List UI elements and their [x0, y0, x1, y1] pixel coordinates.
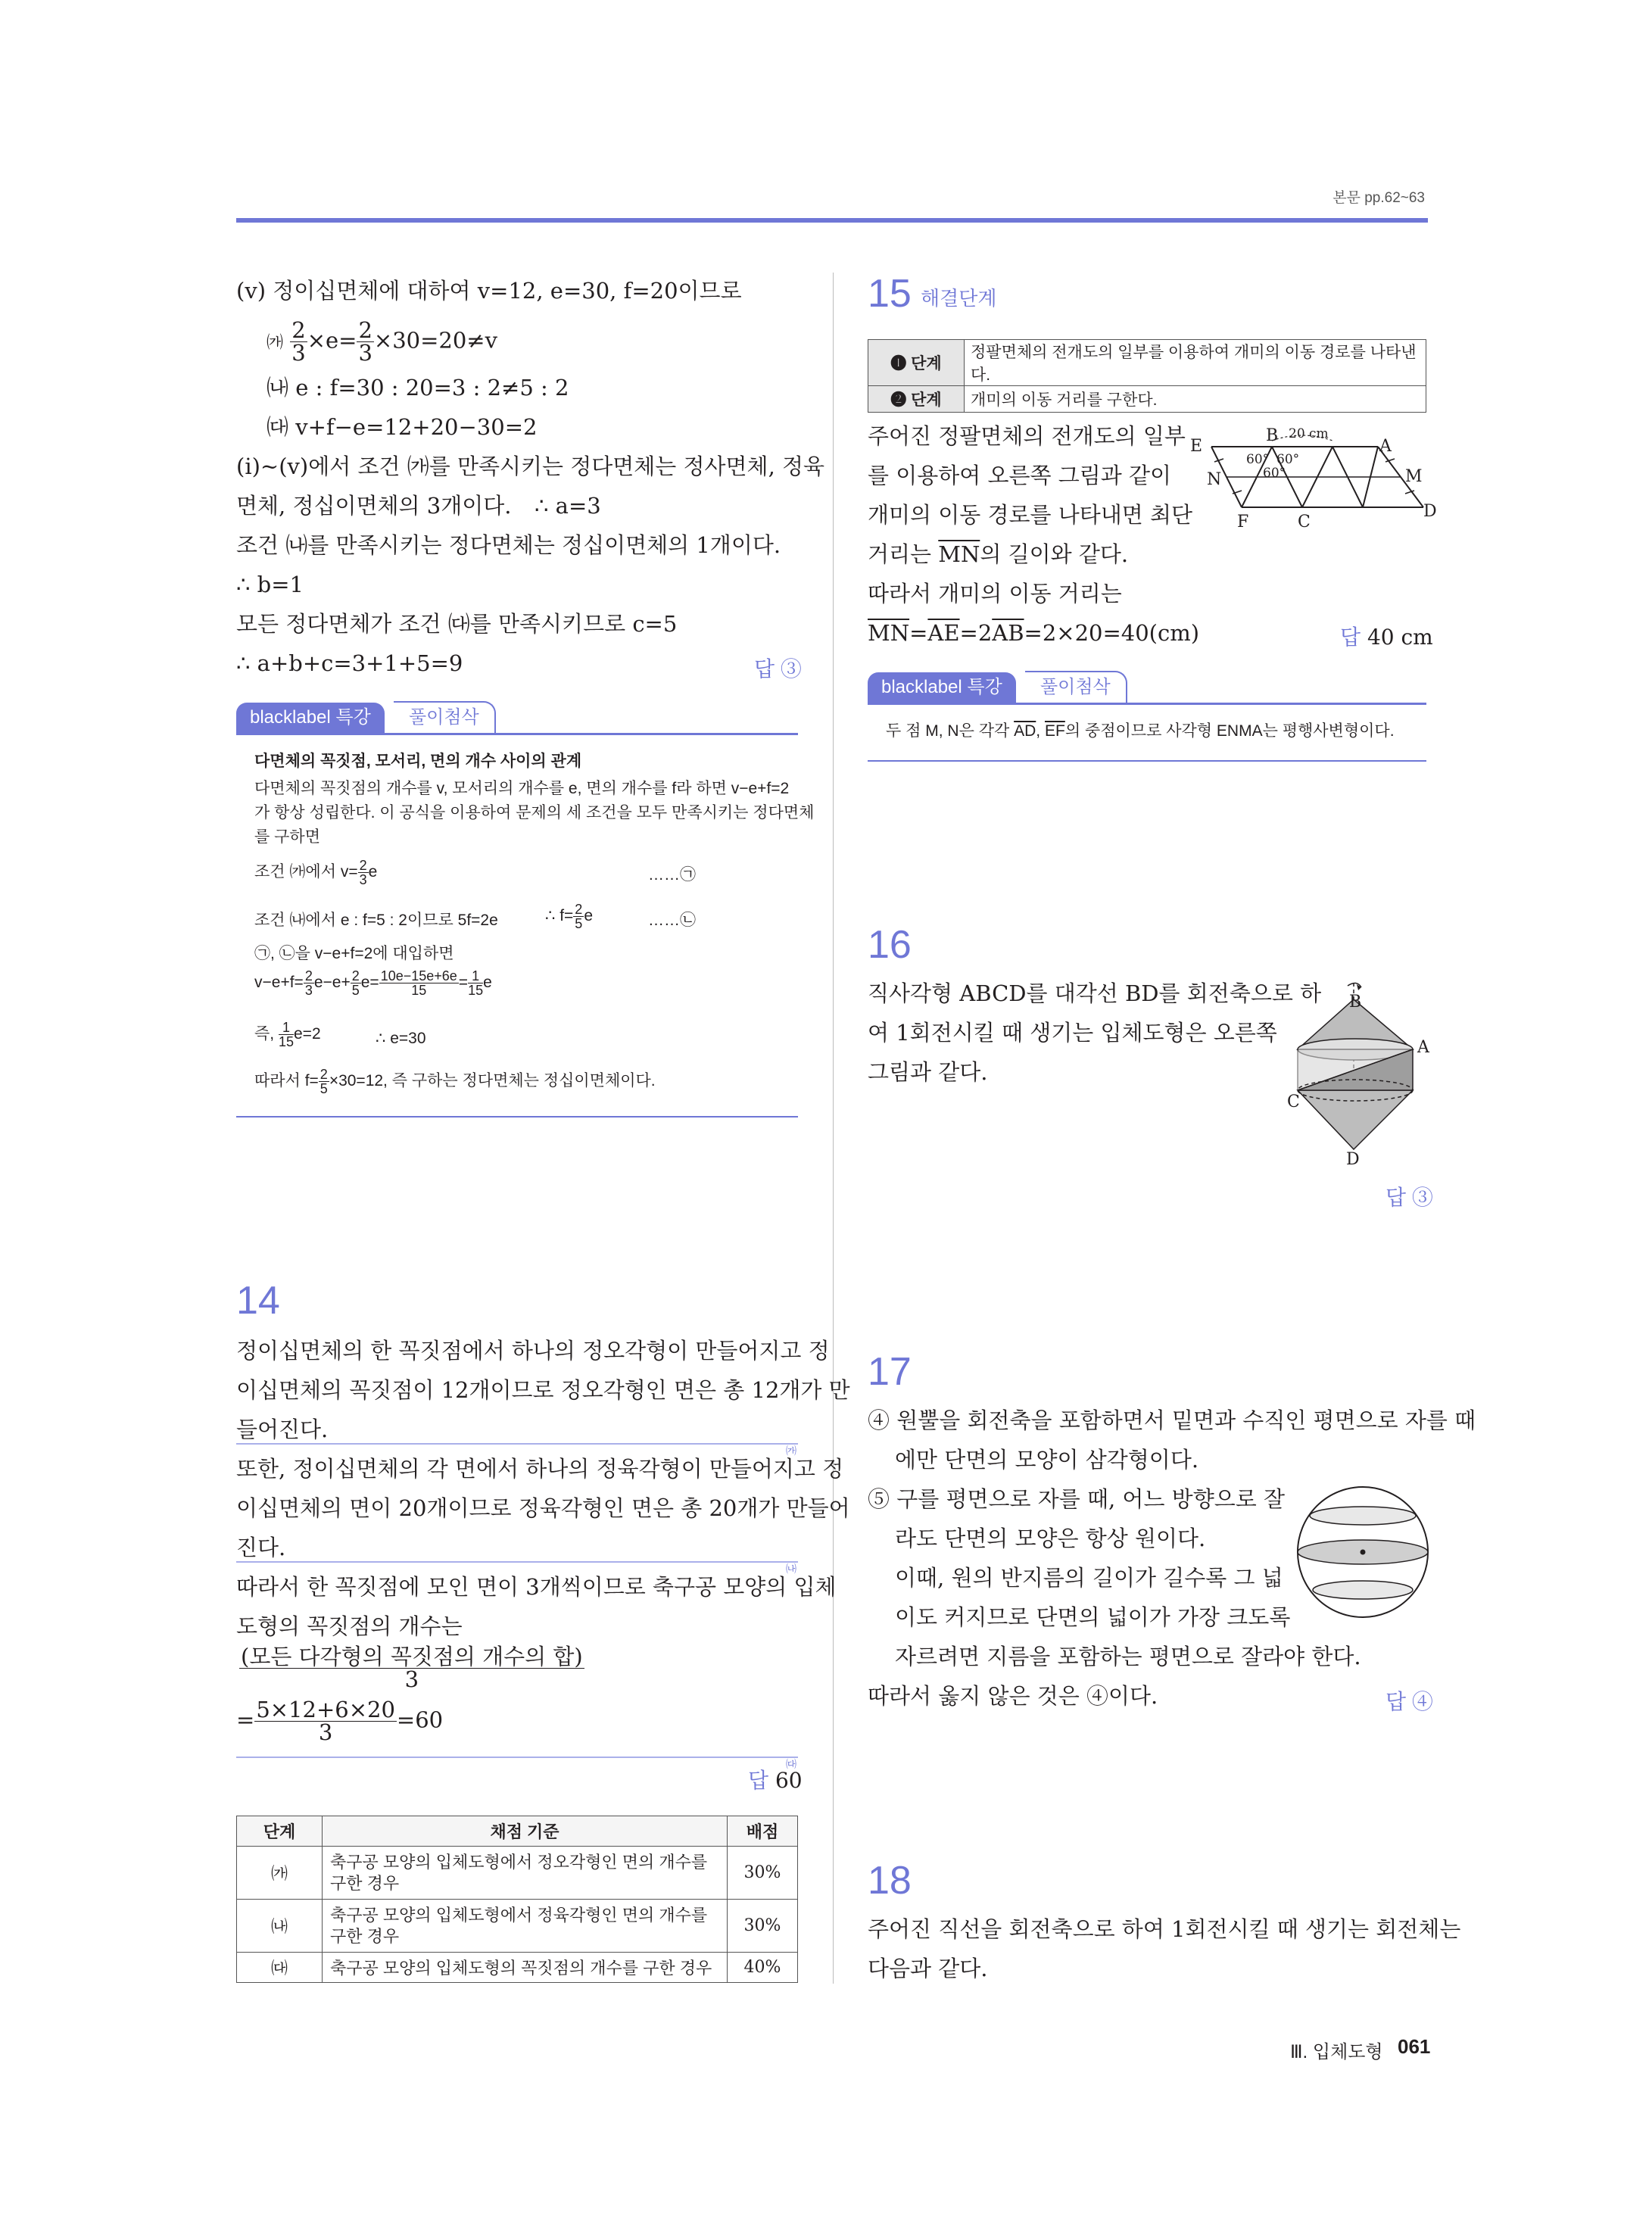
score-row-points: 40%	[728, 1953, 798, 1983]
s17-line-5: 이때, 원의 반지름의 길이가 길수록 그 넓	[895, 1565, 1283, 1591]
question-18-number: 18	[868, 1859, 912, 1903]
question-14-number: 14	[236, 1279, 280, 1323]
s14-line-4: 또한, 정이십면체의 각 면에서 하나의 정육각형이 만들어지고 정	[236, 1456, 844, 1482]
question-16-number: 16	[868, 923, 912, 967]
s14-line-1: 정이십면체의 한 꼭짓점에서 하나의 정오각형이 만들어지고 정	[236, 1338, 830, 1364]
bl-mark-1: ……㉠	[648, 866, 696, 884]
cond-ga-line: ㈎ $\frac{2}{3}$ ×e= $\frac{2}{3}$ ×30=20≠v	[267, 317, 497, 366]
v-intro: (ⅴ) 정이십면체에 대하여 v=12, e=30, f=20이므로	[236, 278, 742, 304]
score-row-points: 30%	[728, 1847, 798, 1900]
s16-line-1: 직사각형 ABCD를 대각선 BD를 회전축으로 하	[868, 980, 1322, 1006]
scoring-table	[236, 1816, 798, 1983]
steps-table	[868, 339, 1426, 413]
step-2-text: 개미의 이동 거리를 구한다.	[965, 386, 1426, 413]
fig16-label-C: C	[1287, 1093, 1300, 1111]
score-row-step: ㈐	[237, 1953, 323, 1983]
score-row-step: ㈎	[237, 1847, 323, 1900]
mark-ga: ㈎	[786, 1445, 796, 1457]
question-15-number: 15	[868, 272, 912, 316]
blacklabel-bottom-rule	[236, 1116, 798, 1118]
figure-17-sphere	[1295, 1484, 1431, 1620]
step-1-label: ❶ 단계	[868, 340, 965, 386]
para-5: 모든 정다면체가 조건 ㈐를 만족시키므로 c=5	[236, 611, 678, 637]
fig15-label-F: F	[1237, 513, 1249, 531]
bl-cond-3: ㉠, ㉡을 v−e+f=2에 대입하면	[254, 945, 454, 962]
para-2b: ∴ a=3	[535, 493, 601, 519]
blacklabel-tab-sub: 풀이첨삭	[394, 701, 496, 733]
mark-ga-underline	[236, 1443, 798, 1445]
s14-line-5: 이십면체의 면이 20개이므로 정육각형인 면은 총 20개가 만들어	[236, 1495, 850, 1521]
blacklabel-right-bottom-rule	[868, 760, 1426, 762]
blacklabel-tab-right: blacklabel 특강	[868, 672, 1016, 703]
fig15-label-A: A	[1379, 437, 1392, 456]
blacklabel-top-rule	[236, 733, 798, 735]
blacklabel-tab: blacklabel 특강	[236, 703, 385, 733]
bl-mark-2: ……㉡	[648, 912, 696, 929]
mark-da-underline	[236, 1757, 798, 1758]
footer-page-number: 061	[1398, 2035, 1431, 2058]
score-row-criteria: 축구공 모양의 입체도형에서 정육각형인 면의 개수를 구한 경우	[323, 1900, 728, 1953]
s17-line-3: ⑤ 구를 평면으로 자를 때, 어느 방향으로 잘	[868, 1486, 1285, 1512]
s16-line-2: 여 1회전시킬 때 생기는 입체도형은 오른쪽	[868, 1020, 1277, 1046]
header-rule	[236, 218, 1428, 223]
s14-line-8: 도형의 꼭짓점의 개수는	[236, 1613, 463, 1639]
s17-line-6: 이도 커지므로 단면의 넓이가 가장 크도록	[895, 1604, 1291, 1630]
bl-cond-5: 즉, $\frac{1}{15}$ e=2	[254, 1020, 321, 1049]
score-head-step: 단계	[237, 1816, 323, 1847]
fig15-length: 20 cm	[1289, 426, 1329, 441]
para-6: ∴ a+b+c=3+1+5=9	[236, 650, 463, 676]
s15-line-4: 거리는 $\overline{MN}$의 길이와 같다.	[868, 541, 1129, 567]
answer-13: 답 ③	[754, 657, 802, 681]
bl-line-1: 다면체의 꼭짓점의 개수를 v, 모서리의 개수를 e, 면의 개수를 f라 하면 v−e+f=2	[254, 780, 790, 797]
score-row-criteria: 축구공 모양의 입체도형의 꼭짓점의 개수를 구한 경우	[323, 1953, 728, 1983]
question-17-number: 17	[868, 1350, 912, 1394]
bl-cond-4: v−e+f= $\frac{2}{3}$ e−e+ $\frac{2}{5}$ e= $\frac{10e-15e+6e}{15}$ = $\frac{1}{15}$ e	[254, 968, 492, 998]
bl-cond-2: 조건 ㈏에서 e : f=5 : 2이므로 5f=2e	[254, 912, 498, 929]
s18-line-2: 다음과 같다.	[868, 1956, 988, 1981]
figure-15-net	[1181, 424, 1438, 545]
page-ref: 본문 pp.62~63	[1333, 190, 1425, 206]
para-3: 조건 ㈏를 만족시키는 정다면체는 정십이면체의 1개이다.	[236, 532, 781, 558]
score-head-criteria: 채점 기준	[323, 1816, 728, 1847]
step-1-text: 정팔면체의 전개도의 일부를 이용하여 개미의 이동 경로를 나타낸다.	[965, 340, 1426, 386]
bl-cond-6: 따라서 f= $\frac{2}{5}$ ×30=12, 즉 구하는 정다면체는 정십이면체이다.	[254, 1067, 656, 1096]
bl-cond-5c: ∴ e=30	[376, 1030, 426, 1047]
fig15-label-B: B	[1266, 426, 1279, 445]
s14-frac-2: = $\frac{5\times 12+6\times 20}{3}$ =60	[236, 1697, 444, 1745]
s15-line-3: 개미의 이동 경로를 나타내면 최단	[868, 502, 1193, 528]
s14-line-3: 들어진다.	[236, 1417, 329, 1442]
fig15-angle-2: 60°	[1276, 452, 1300, 467]
s15-line-6: $\overline{MN}=\overline{AE}=2\overline{AB}=2\times 20=40(cm)$	[868, 620, 1200, 646]
fig15-label-D: D	[1423, 502, 1437, 521]
question-15-subtitle: 해결단계	[921, 287, 997, 310]
score-row-step: ㈏	[237, 1900, 323, 1953]
fig16-label-A: A	[1417, 1038, 1429, 1057]
bl-title: 다면체의 꼭짓점, 모서리, 면의 개수 사이의 관계	[254, 753, 582, 770]
bl-cond-2b: ∴ f= $\frac{2}{5}$ e	[545, 902, 593, 931]
score-row-points: 30%	[728, 1900, 798, 1953]
step-2-label: ❷ 단계	[868, 386, 965, 413]
answer-17: 답 ④	[1385, 1690, 1433, 1713]
fig15-label-N: N	[1207, 470, 1222, 489]
fig15-label-M: M	[1405, 467, 1423, 486]
s15-line-2: 를 이용하여 오른쪽 그림과 같이	[868, 463, 1172, 488]
s17-line-2: 에만 단면의 모양이 삼각형이다.	[895, 1447, 1199, 1473]
s14-line-7: 따라서 한 꼭짓점에 모인 면이 3개씩이므로 축구공 모양의 입체	[236, 1574, 837, 1600]
answer-16: 답 ③	[1385, 1186, 1433, 1209]
column-divider	[833, 273, 834, 1984]
fig15-angle-3: 60°	[1263, 466, 1286, 481]
blacklabel-tab-right-sub: 풀이첨삭	[1025, 671, 1127, 703]
para-4: ∴ b=1	[236, 572, 304, 597]
s14-line-2: 이십면체의 꼭짓점이 12개이므로 정오각형인 면은 총 12개가 만	[236, 1377, 850, 1403]
fig16-label-D: D	[1346, 1150, 1360, 1166]
mark-da: ㈐	[786, 1758, 796, 1770]
s18-line-1: 주어진 직선을 회전축으로 하여 1회전시킬 때 생기는 회전체는	[868, 1916, 1461, 1942]
s15-line-1: 주어진 정팔면체의 전개도의 일부	[868, 423, 1186, 449]
mark-na-underline	[236, 1561, 798, 1563]
score-row-criteria: 축구공 모양의 입체도형에서 정오각형인 면의 개수를 구한 경우	[323, 1847, 728, 1900]
s17-line-1: ④ 원뿔을 회전축을 포함하면서 밑면과 수직인 평면으로 자를 때	[868, 1407, 1476, 1433]
para-1: (ⅰ)~(ⅴ)에서 조건 ㈎를 만족시키는 정다면체는 정사면체, 정육	[236, 454, 825, 479]
s14-frac-1: $\frac{\text{(모든 다각형의 꼭짓점의 개수의 합)}}{3}$	[241, 1644, 583, 1692]
s14-line-6: 진다.	[236, 1535, 286, 1560]
answer-15: 답 40 cm	[1340, 625, 1433, 650]
bl-line-3: 를 구하면	[254, 828, 320, 846]
footer-chapter: Ⅲ. 입체도형	[1290, 2042, 1383, 2062]
cond-na-line: ㈏ e : f=30 : 20=3 : 2≠5 : 2	[267, 375, 569, 401]
score-head-points: 배점	[728, 1816, 798, 1847]
para-2: 면체, 정십이면체의 3개이다.	[236, 493, 512, 519]
fig16-label-B: B	[1349, 993, 1362, 1012]
s17-line-4: 라도 단면의 모양은 항상 원이다.	[895, 1526, 1206, 1551]
fig15-label-C: C	[1298, 513, 1311, 531]
s17-line-7: 자르려면 지름을 포함하는 평면으로 잘라야 한다.	[895, 1644, 1361, 1669]
figure-16-solid	[1287, 977, 1438, 1166]
bl15-text: 두 점 M, N은 각각 $\overline{AD}$, $\overline{EF}$의 중점이므로 사각형 ENMA는 평행사변형이다.	[886, 722, 1395, 740]
s16-line-3: 그림과 같다.	[868, 1059, 988, 1085]
mark-na: ㈏	[786, 1563, 796, 1575]
cond-da-line: ㈐ v+f−e=12+20−30=2	[267, 414, 538, 440]
fig15-label-E: E	[1190, 437, 1203, 456]
s15-line-5: 따라서 개미의 이동 거리는	[868, 581, 1122, 606]
bl-line-2: 가 항상 성립한다. 이 공식을 이용하여 문제의 세 조건을 모두 만족시키는 정다면체	[254, 804, 815, 821]
fig15-angle-1: 60°	[1246, 452, 1270, 467]
bl-cond-1: 조건 ㈎에서 v= $\frac{2}{3}$ e	[254, 858, 378, 887]
blacklabel-right-top-rule	[868, 703, 1426, 705]
answer-14: 답 60	[748, 1768, 803, 1793]
s17-line-8: 따라서 옳지 않은 것은 ④이다.	[868, 1683, 1158, 1709]
